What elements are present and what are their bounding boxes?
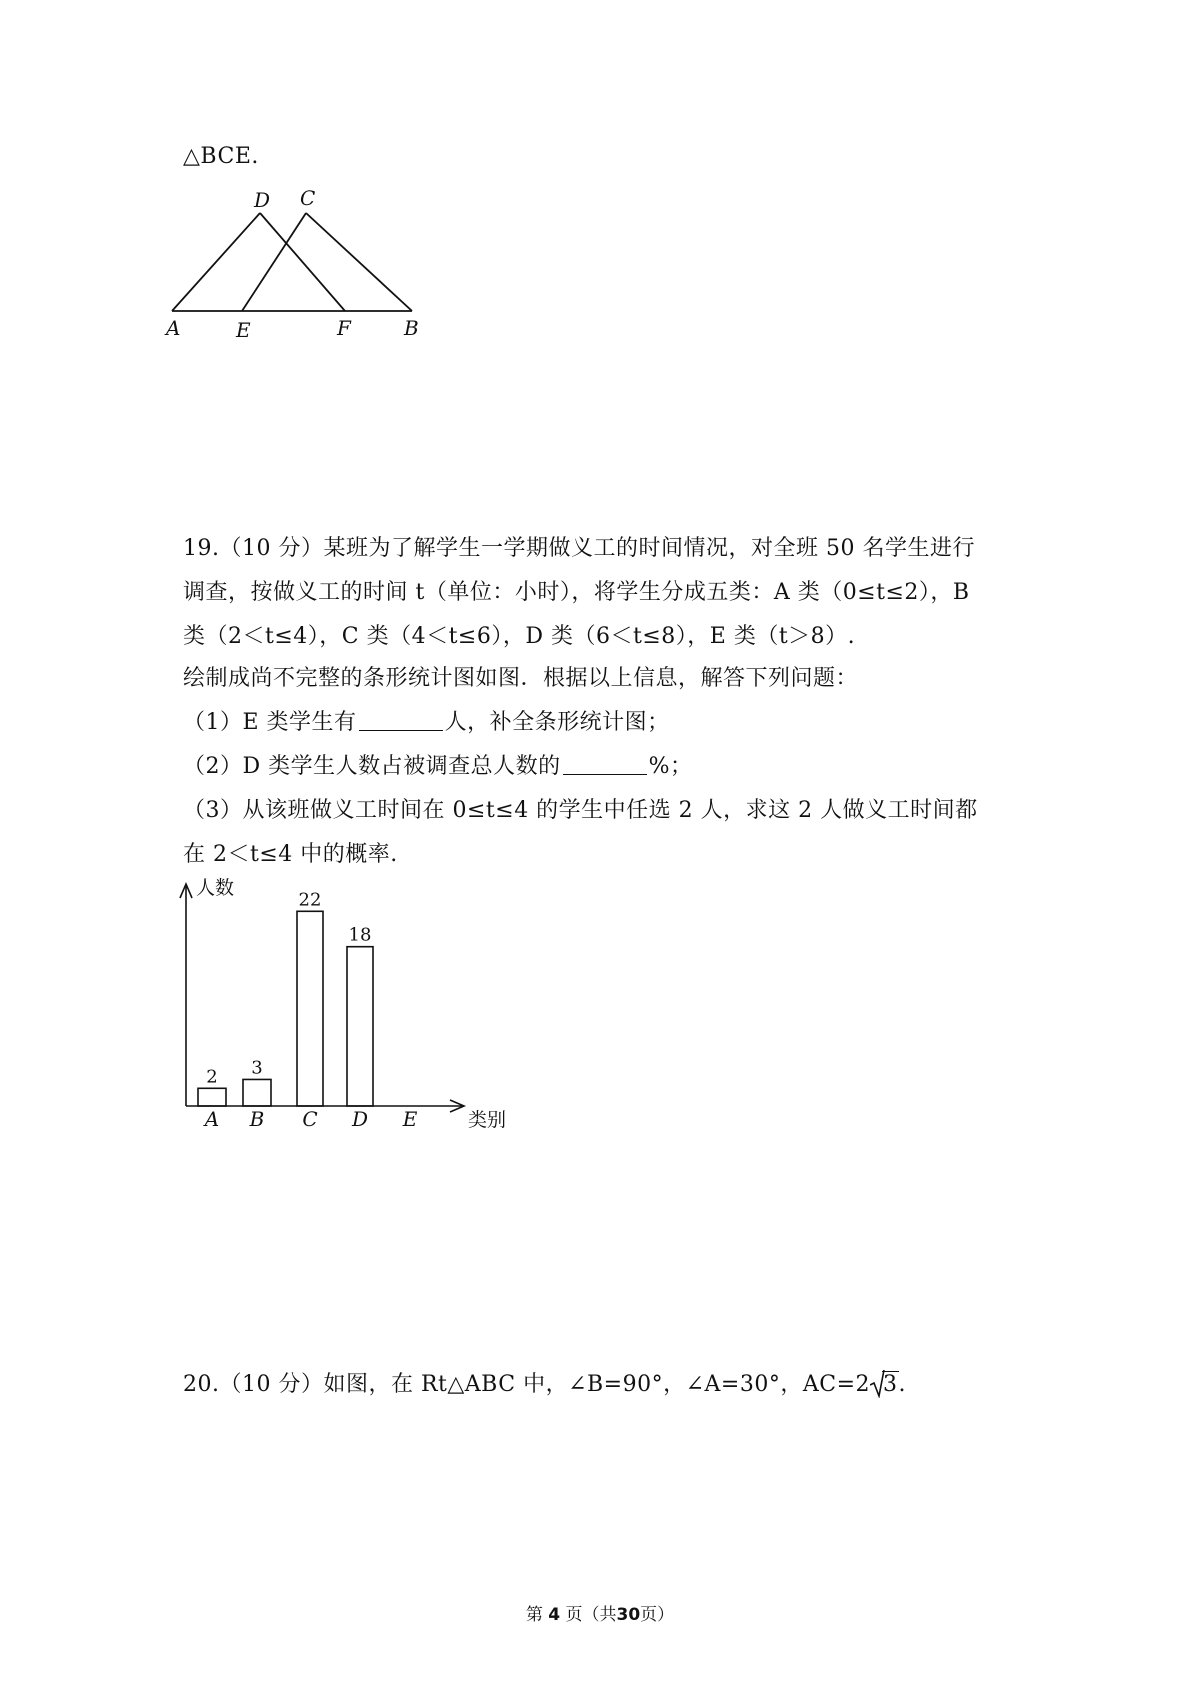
point-label-e: E <box>236 318 251 342</box>
data-label-b: 3 <box>251 1057 263 1079</box>
segment-df <box>260 213 345 311</box>
q20-line <box>183 1370 906 1400</box>
bar-d <box>347 947 373 1106</box>
q19-sub-2 <box>183 752 693 782</box>
data-label-d: 18 <box>348 924 372 946</box>
bar-b <box>243 1079 271 1106</box>
tick-label-a: A <box>204 1107 220 1131</box>
q19-sub1-before: （1）E 类学生有 <box>183 710 357 735</box>
x-axis-label: 类别 <box>468 1109 507 1131</box>
q19-sub-1 <box>183 708 670 738</box>
footer-prefix: 第 <box>525 1605 543 1625</box>
point-label-b: B <box>404 316 419 340</box>
footer-middle: 页（共 <box>565 1605 617 1625</box>
triangle-figure <box>160 183 440 343</box>
q19-sub1-after: 人，补全条形统计图； <box>444 710 670 735</box>
y-axis-label: 人数 <box>196 877 235 899</box>
tick-label-e: E <box>402 1107 418 1131</box>
q20-text-end: . <box>898 1372 907 1397</box>
footer-suffix: 页） <box>640 1605 675 1625</box>
point-label-c: C <box>300 186 316 210</box>
tick-label-d: D <box>351 1107 369 1131</box>
data-label-c: 22 <box>298 889 322 911</box>
radical-sign <box>870 1368 898 1398</box>
sqrt-argument: 3 <box>883 1372 898 1397</box>
point-label-f: F <box>337 316 351 340</box>
tick-label-b: B <box>249 1107 265 1131</box>
q19-line-4: 绘制成尚不完整的条形统计图如图．根据以上信息，解答下列问题： <box>183 666 859 691</box>
answer-blank-d-percent <box>563 752 647 775</box>
point-label-a: A <box>166 316 181 340</box>
bar-c <box>297 911 323 1106</box>
segment-ad <box>172 213 260 311</box>
q19-line-3: 类（2＜t≤4），C 类（4＜t≤6），D 类（6＜t≤8），E 类（t＞8）. <box>183 624 856 649</box>
segment-ec <box>242 213 306 311</box>
answer-blank-e-count <box>359 708 443 731</box>
segment-cb <box>306 213 412 311</box>
bar-a <box>198 1088 226 1106</box>
q19-sub2-before: （2）D 类学生人数占被调查总人数的 <box>183 754 561 779</box>
footer-total-pages: 30 <box>616 1605 641 1625</box>
q19-sub2-after: %； <box>648 754 693 779</box>
page-footer <box>0 1603 1200 1627</box>
footer-page-number: 4 <box>548 1605 561 1625</box>
q19-sub-3-line-2: 在 2＜t≤4 中的概率. <box>183 842 398 867</box>
point-label-d: D <box>254 188 271 212</box>
tick-label-c: C <box>302 1107 318 1131</box>
continuation-text: △BCE. <box>183 144 259 169</box>
q19-line-1: 19.（10 分）某班为了解学生一学期做义工的时间情况，对全班 50 名学生进行 <box>183 536 975 561</box>
q19-line-2: 调查，按做义工的时间 t（单位：小时），将学生分成五类：A 类（0≤t≤2），B <box>183 580 970 605</box>
q19-sub-3-line-1: （3）从该班做义工时间在 0≤t≤4 的学生中任选 2 人，求这 2 人做义工时间都 <box>183 798 978 823</box>
sqrt-expression <box>870 1370 899 1400</box>
data-label-a: 2 <box>206 1066 218 1088</box>
q20-text: 20.（10 分）如图，在 Rt△ABC 中，∠B=90°，∠A=30°，AC=2 <box>183 1372 871 1397</box>
bar-chart <box>160 870 540 1140</box>
